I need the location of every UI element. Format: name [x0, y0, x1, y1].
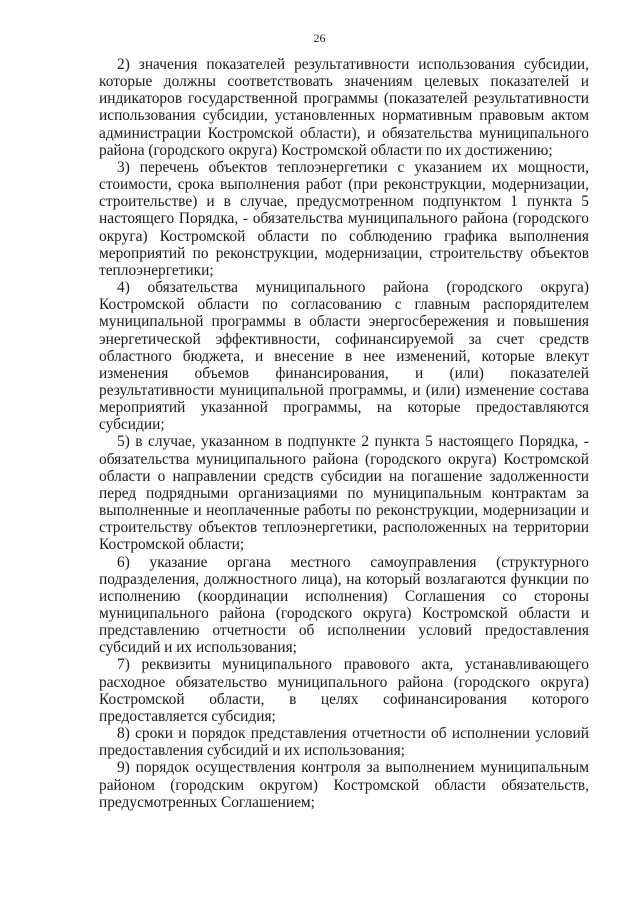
paragraph-item-4: 4) обязательства муниципального района (городского округа) Костромской области по согласованию с главным распорядителем муниципальной программы в области энергосбережения и повышения энергетической эффективности, софинансируемой за счет средств областного бюджета, и внесение в нее изменений, которые влекут изменения объемов финансирования, и (или) показателей результативности муниципальной программы, и (или) изменение состава мероприятий указанной программы, на которые предоставляются субсидии;: [99, 279, 589, 434]
page-number: 26: [313, 31, 326, 45]
paragraph-item-9: 9) порядок осуществления контроля за выполнением муниципальным районом (городским округом) Костромской области обязательств, предусмотренных Соглашением;: [99, 759, 589, 811]
paragraph-item-7: 7) реквизиты муниципального правового акта, устанавливающего расходное обязательство муниципального района (городского округа) Костромской области, в целях софинансирования которого предоставляется субсидия;: [99, 656, 589, 725]
paragraph-item-5: 5) в случае, указанном в подпункте 2 пункта 5 настоящего Порядка, - обязательства муниципального района (городского округа) Костромской области о направлении средств субсидии на погашение задолженности перед подрядными организациями по муниципальным контрактам за выполненные и неоплаченные работы по реконструкции, модернизации и строительству объектов теплоэнергетики, расположенных на территории Костромской области;: [99, 433, 589, 554]
document-body: [99, 56, 589, 811]
paragraph-item-6: 6) указание органа местного самоуправления (структурного подразделения, должностного лица), на который возлагаются функции по исполнению (координации исполнения) Соглашения со стороны муниципального района (городского округа) Костромской области и представлению отчетности об исполнении условий предоставления субсидий и их использования;: [99, 553, 589, 657]
paragraph-item-2: 2) значения показателей результативности использования субсидии, которые должны соответствовать значениям целевых показателей и индикаторов государственной программы (показателей результативности использования субсидии, установленных нормативным правовым актом администрации Костромской области), и обязательства муниципального района (городского округа) Костромской области по их достижению;: [99, 56, 589, 159]
paragraph-item-3: 3) перечень объектов теплоэнергетики с указанием их мощности, стоимости, срока выполнения работ (при реконструкции, модернизации, строительстве) и в случае, предусмотренном подпунктом 1 пункта 5 настоящего Порядка, - обязательства муниципального района (городского округа) Костромской области по соблюдению графика выполнения мероприятий по реконструкции, модернизации, строительству объектов теплоэнергетики;: [99, 158, 589, 279]
paragraph-item-8: 8) сроки и порядок представления отчетности об исполнении условий предоставления субсидий и их использования;: [99, 725, 589, 760]
